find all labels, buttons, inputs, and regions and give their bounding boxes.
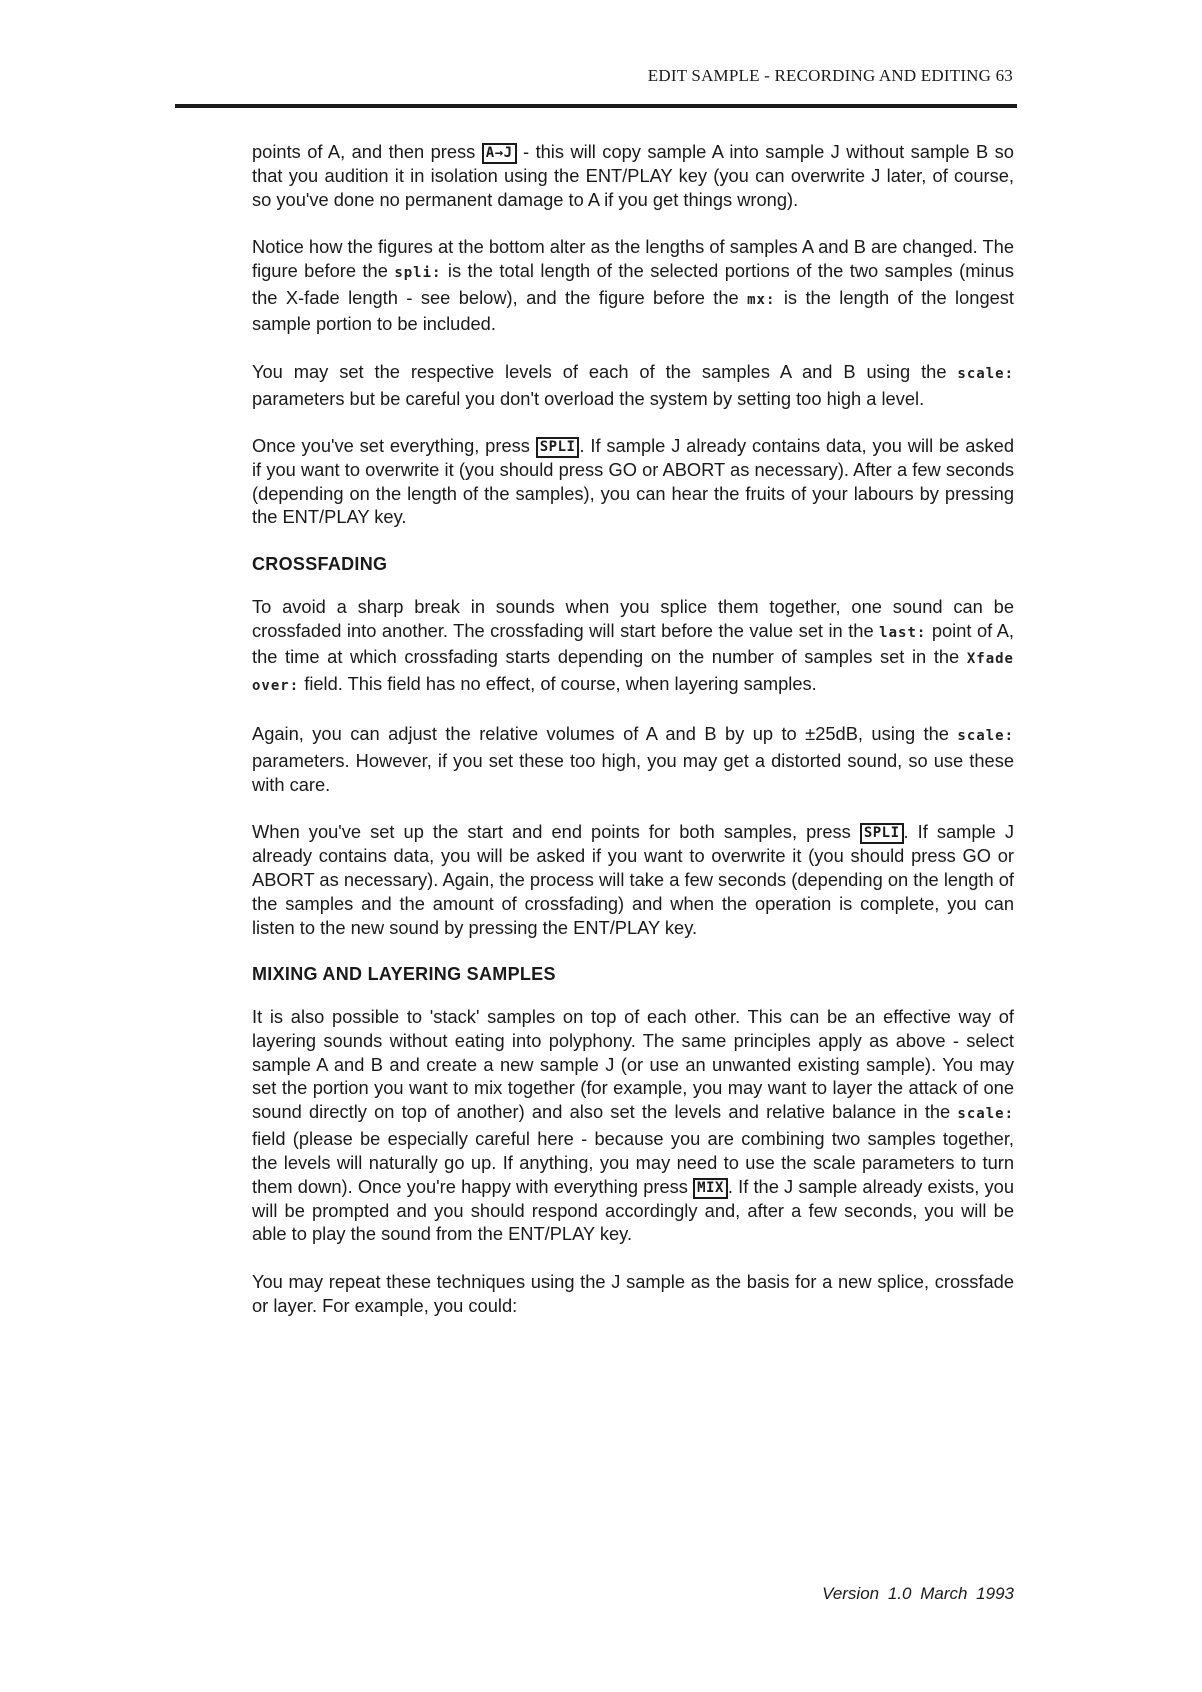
page-body (252, 140, 1014, 1341)
lcd-mx: mx: (747, 291, 776, 308)
text: You may set the respective levels of each of the samples A and B using the (252, 360, 958, 382)
paragraph-2 (252, 235, 1014, 336)
text: When you've set up the start and end points for both samples, press (252, 821, 860, 843)
text: To avoid a sharp break in sounds when you splice them together, one sound can be crossfaded into another. The crossfading will start before the value set in the (252, 595, 1014, 641)
text: is the length of the longest sample portion to be included. (252, 286, 1014, 335)
heading-mixing-layering: MIXING AND LAYERING SAMPLES (252, 964, 556, 985)
text: Once you've set everything, press (252, 434, 536, 456)
paragraph-4 (252, 434, 1014, 529)
soft-key-a-to-j: A→J (482, 143, 517, 164)
running-title: EDIT SAMPLE - RECORDING AND EDITING (647, 66, 992, 85)
page-number: 63 (995, 66, 1013, 85)
heading-crossfading: CROSSFADING (252, 553, 388, 574)
text: . If the J sample already exists, you will be prompted and you should respond accordingly and, after a few seconds, you will be able to play the sound from the ENT/PLAY key. (252, 1175, 1014, 1245)
text: parameters. However, if you set these too high, you may get a distorted sound, so use these with care. (252, 750, 1014, 796)
text: parameters but be careful you don't overload the system by setting too high a level. (252, 387, 925, 409)
paragraph-7 (252, 820, 1014, 939)
text: field. This field has no effect, of course, when layering samples. (299, 673, 817, 695)
text: . If sample J already contains data, you will be asked if you want to overwrite it (you should press GO or ABORT as necessary). Again, the process will take a few seconds (depending on the length of the samples and the amount of crossfading) and when the operation is complete, you can listen to the new sound by pressing the ENT/PLAY key. (252, 821, 1014, 938)
lcd-scale: scale: (957, 1106, 1014, 1123)
lcd-spli: spli: (394, 264, 442, 281)
soft-key-spli: SPLI (536, 437, 580, 458)
text: You may repeat these techniques using the J sample as the basis for a new splice, crossfade or layer. For example, you could: (252, 1270, 1014, 1316)
paragraph-3 (252, 360, 1014, 411)
paragraph-6 (252, 722, 1014, 796)
text: field (please be especially careful here - because you are combining two samples together, the levels will naturally go up. If anything, you may need to use the scale parameters to turn them down). Once you're happy with everything press (252, 1128, 1014, 1197)
header-rule (175, 104, 1017, 108)
text: . If sample J already contains data, you will be asked if you want to overwrite it (you should press GO or ABORT as necessary). After a few seconds (depending on the length of the samples), you can hear the fruits of your labours by pressing the ENT/PLAY key. (252, 434, 1014, 528)
text: Again, you can adjust the relative volumes of A and B by up to ±25dB, using the (252, 723, 958, 745)
lcd-last: last: (879, 624, 927, 641)
paragraph-8 (252, 1005, 1014, 1246)
footer-version: Version 1.0 (822, 1584, 912, 1603)
text: Notice how the figures at the bottom alter as the lengths of samples A and B are changed. The figure before the (252, 236, 1014, 281)
text: is the total length of the selected portions of the two samples (minus the X-fade length - see below), and the figure before the (252, 259, 1014, 308)
text: It is also possible to 'stack' samples on top of each other. This can be an effective way of layering sounds without eating into polyphony. The same principles apply as above - select sample A and B and create a new sample J (or use an unwanted existing sample). You may set the portion you want to mix together (for example, you may want to layer the attack of one sound directly on top of another) and also set the levels and relative balance in the (252, 1006, 1014, 1123)
lcd-scale: scale: (957, 365, 1014, 382)
soft-key-mix: MIX (693, 1178, 728, 1199)
text: point of A, the time at which crossfading starts depending on the number of samples set in the (252, 619, 1014, 668)
text: - this will copy sample A into sample J without sample B so that you audition it in isolation using the ENT/PLAY key (you can overwrite J later, of course, so you've done no permanent damage to A if you get things wrong). (252, 141, 1014, 210)
paragraph-9 (252, 1270, 1014, 1318)
footer-date: March 1993 (920, 1584, 1014, 1603)
running-header (175, 66, 1013, 86)
text: points of A, and then press (252, 141, 482, 162)
lcd-xfade-over: Xfade over: (252, 651, 1014, 695)
lcd-scale: scale: (957, 728, 1014, 745)
soft-key-spli: SPLI (860, 823, 904, 844)
paragraph-5 (252, 595, 1014, 699)
footer (700, 1584, 1014, 1604)
paragraph-1 (252, 140, 1014, 212)
